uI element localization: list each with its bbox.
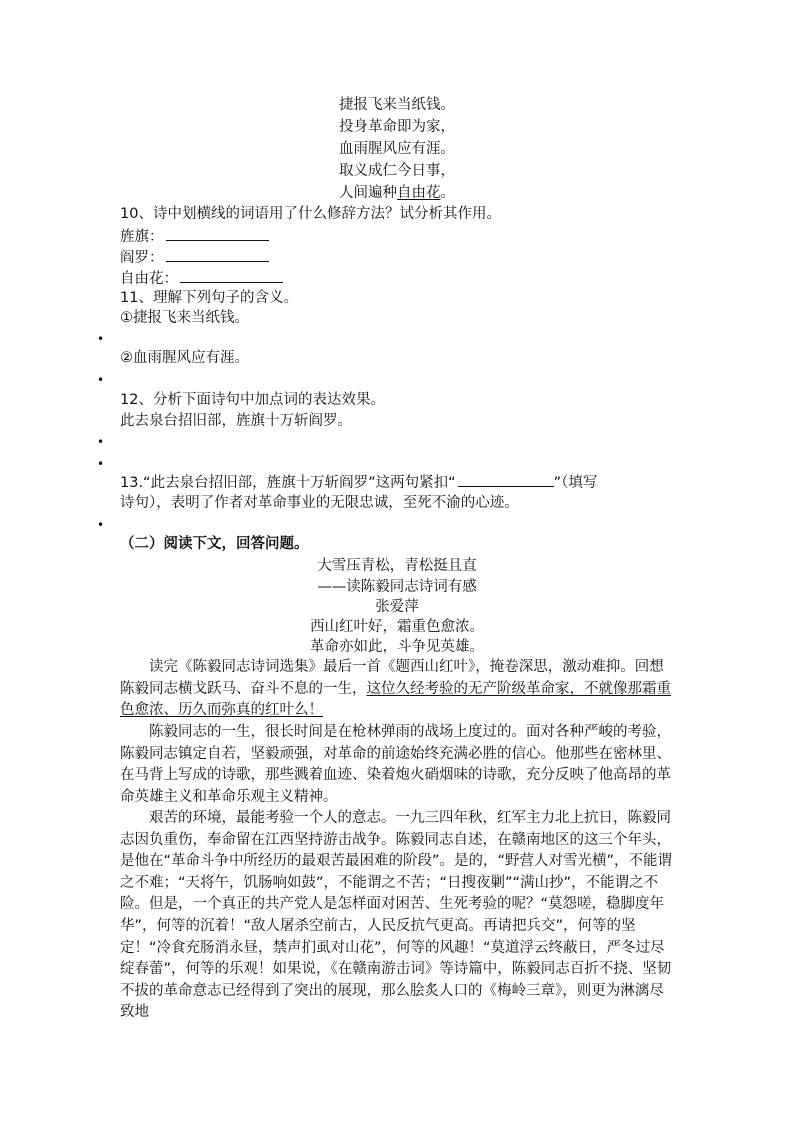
paragraph-1-text: 读完《陈毅同志诗词选集》最后一首《题西山红叶》，掩卷深思，激动难抑。回想陈毅同志横戈跃马、奋斗不息的一生， [120,659,664,697]
poem-line-3: 血雨腥风应有涯。 [339,141,455,157]
bullet-mark: • [97,332,105,346]
poem-line-5-suffix: 。 [440,185,455,201]
q10-item-3 [120,268,283,289]
q10-item-3-label: 自由花： [120,271,178,287]
poem-line-5 [0,183,794,203]
article-title: 大雪压青松，青松挺且直 [317,558,477,574]
q13-text-2: ”（填写 [553,475,598,491]
q10-item-1-label: 旌旗： [120,229,164,245]
answer-blank[interactable] [180,268,283,283]
article-subtitle: ——读陈毅同志诗词有感 [317,579,477,595]
q12-verse: 此去泉台招旧部，旌旗十万斩阎罗。 [120,413,352,429]
poem-line-4: 取义成仁今日事， [339,163,455,179]
question-13-cont: 诗句），表明了作者对革命事业的无限忠诚，至死不渝的心迹。 [120,495,519,511]
q10-item-1 [120,226,269,247]
poem-line-1: 捷报飞来当纸钱。 [339,97,455,113]
poem-line-5-prefix: 人间遍种 [339,185,397,201]
paragraph-2: 陈毅同志的一生，很长时间是在枪林弹雨的战场上度过的。面对各种严峻的考验，陈毅同志镇定自若，坚毅顽强，对革命的前途始终充满必胜的信心。他那些在密林里、在马背上写成的诗歌，那些溅着血迹、染着炮火硝烟味的诗歌，充分反映了他高昂的革命英雄主义和革命乐观主义精神。 [120,724,671,805]
q11-sentence-b: ②血雨腥风应有涯。 [120,350,249,366]
poem-underlined-word: 自由花 [397,185,441,201]
q10-item-2-label: 阎罗： [120,250,164,266]
article-poem-1: 西山红叶好，霜重色愈浓。 [310,619,484,635]
question-10: 10、诗中划横线的词语用了什么修辞方法？试分析其作用。 [120,206,501,222]
question-13 [120,472,676,493]
answer-blank[interactable] [458,472,554,487]
bullet-mark: • [97,435,105,449]
q10-item-2 [120,247,269,268]
question-12: 12、分析下面诗句中加点词的表达效果。 [120,392,385,408]
bullet-mark: • [97,457,105,471]
poem-line-2: 投身革命即为家， [339,119,455,135]
article-poem-2: 革命亦如此，斗争见英雄。 [310,639,484,655]
bullet-mark: • [97,373,105,387]
question-11: 11、理解下列句子的含义。 [120,290,298,306]
answer-blank[interactable] [166,247,269,262]
q11-sentence-a: ①捷报飞来当纸钱。 [120,310,249,326]
answer-blank[interactable] [166,226,269,241]
bullet-mark: • [97,518,105,532]
q13-text-1: 13.“此去泉台招旧部，旌旗十万斩阎罗”这两句紧扣“ [120,475,456,491]
article-author: 张爱萍 [375,599,419,615]
paragraph-3: 艰苦的环境，最能考验一个人的意志。一九三四年秋，红军主力北上抗日，陈毅同志因负重伤，奉命留在江西坚持游击战争。陈毅同志自述，在赣南地区的这三个年头，是他在“革命斗争中所经历的最艰苦最困难的阶段”。是的，“野营人对雪光横”，不能谓之不难；“天将午，饥肠响如鼓”，不能谓之不苦；“日搜夜剿”“满山抄”，不能谓之不险。但是，一个真正的共产党人是怎样面对困苦、生死考验的呢？“莫怨嗟，稳脚度年华”，何等的沉着！“敌人屠杀空前古，人民反抗气更高。再请把兵交”，何等的坚定！“冷食充肠消永昼，禁声扪虱对山花”，何等的风趣！“莫道浮云终蔽日，严冬过尽绽春蕾”，何等的乐观！如果说，《在赣南游击词》等诗篇中，陈毅同志百折不挠、坚韧不拔的革命意志已经得到了突出的展现，那么脍炙人口的《梅岭三章》，则更为淋漓尽致地 [120,810,673,1021]
paragraph-1-underlined: 这位久经考验的无产阶级革命家，不就像那霜重色愈浓、历久而弥真的红叶么！ [120,680,671,719]
section-heading: （二）阅读下文，回答问题。 [120,536,309,552]
paragraph-1 [120,657,676,722]
